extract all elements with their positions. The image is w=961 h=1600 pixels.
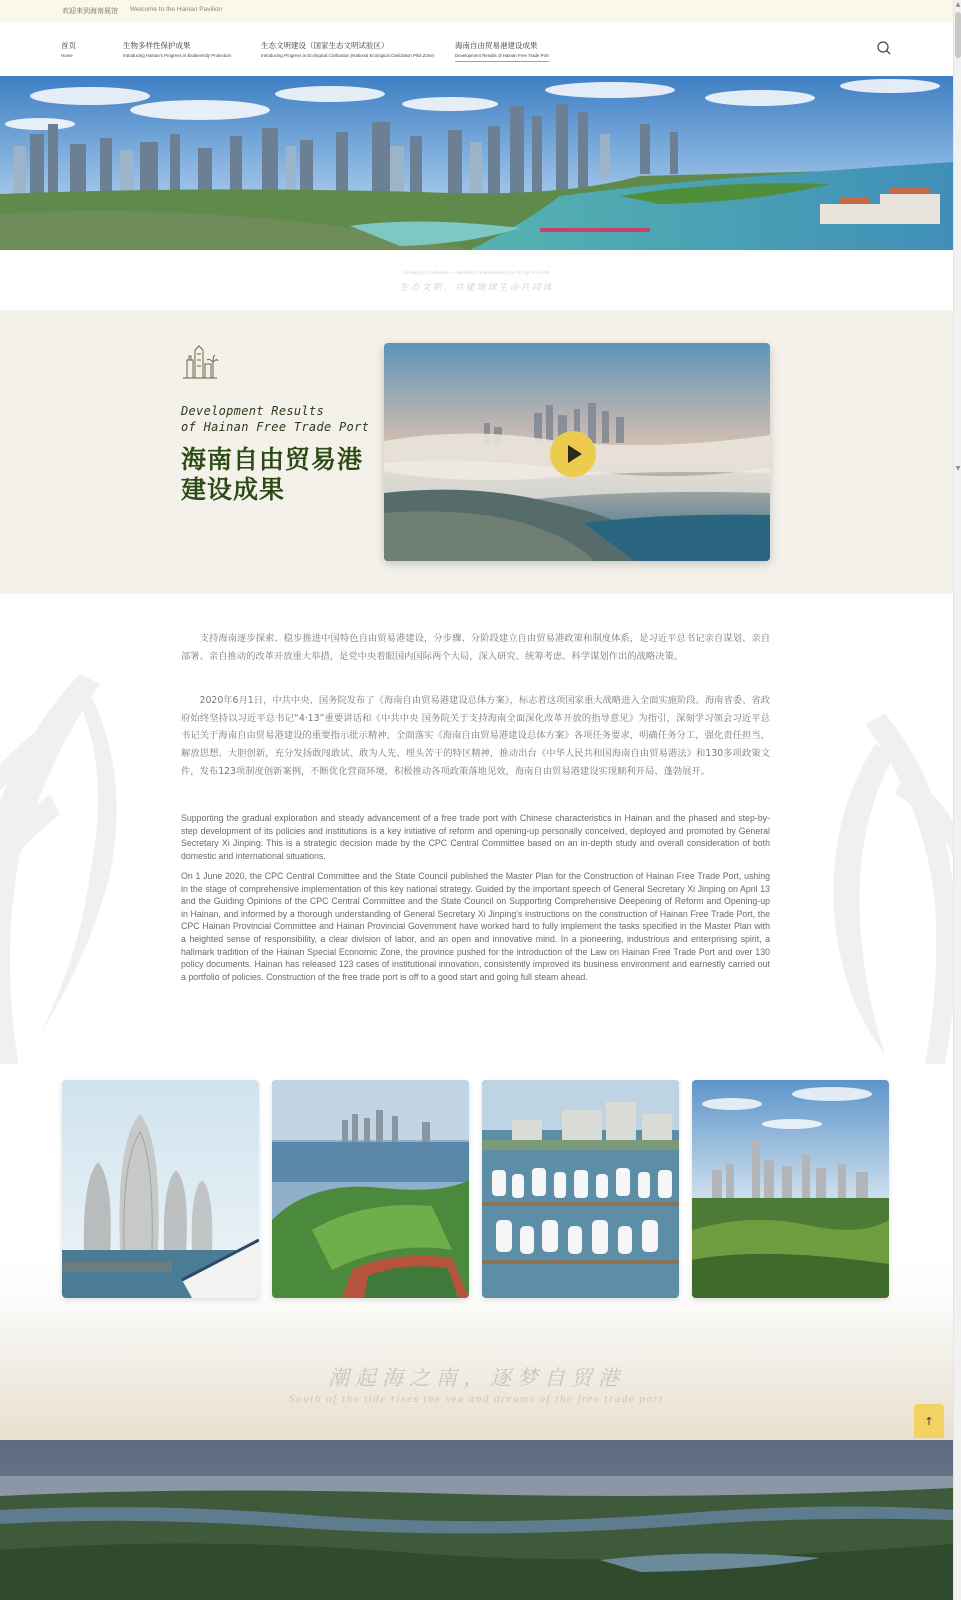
carousel-slide-seaside-park[interactable]: [272, 1080, 469, 1298]
palm-leaf-left-decoration: [0, 654, 150, 1064]
nav-item-ecological-civilization[interactable]: [261, 40, 434, 58]
carousel-slide-yacht-marina[interactable]: [482, 1080, 679, 1298]
feature-title-en-line2: of Hainan Free Trade Port: [181, 420, 370, 434]
tide-slogan-section: [0, 1320, 953, 1440]
search-icon[interactable]: [876, 40, 892, 56]
palm-leaf-right-decoration: [805, 704, 953, 1064]
nav-item-label-en: Introducing Hainan's Progress in Biodiversity Protection: [123, 53, 231, 58]
feature-title-cn-line1: 海南自由贸易港: [181, 445, 364, 474]
nav-item-label-cn: 生物多样性保护成果: [123, 41, 191, 50]
scroll-down-icon[interactable]: ▼: [955, 465, 961, 472]
hero-city-panorama: [0, 76, 953, 250]
feature-title-en-line1: Development Results: [181, 404, 324, 418]
nav-item-label-cn: 首页: [61, 41, 76, 50]
page-scrollbar[interactable]: [953, 0, 961, 1600]
back-to-top-button[interactable]: ↑: [914, 1404, 944, 1438]
tide-slogan-cn: 潮起海之南，逐梦自贸港: [328, 1366, 625, 1390]
carousel-slide-city-green[interactable]: [692, 1080, 889, 1298]
article-section: [0, 594, 953, 1064]
bottom-aerial-image: [0, 1440, 953, 1600]
welcome-text-cn: 欢迎来到海南展馆: [62, 7, 118, 15]
nav-item-home[interactable]: [61, 40, 76, 58]
nav-item-label-en: Introducing Progress in Ecological Civilization (National Ecological Civilization Pilot Zone): [261, 53, 435, 58]
feature-section: [0, 310, 953, 594]
tide-slogan-en: South of the tide rises the sea and dreams of the free trade port: [289, 1393, 664, 1405]
article-paragraph-cn-1: 支持海南逐步探索、稳步推进中国特色自由贸易港建设，分步骤、分阶段建立自由贸易港政策和制度体系，是习近平总书记亲自谋划、亲自部署、亲自推动的改革开放重大举措，是党中央着眼国内国际两个大局，深入研究、统筹考虑、科学谋划作出的战略决策。: [181, 633, 770, 662]
carousel-slide-phoenix-island[interactable]: [62, 1080, 259, 1298]
nav-item-biodiversity[interactable]: [123, 40, 231, 58]
top-welcome-bar: [0, 0, 953, 22]
main-nav: [0, 22, 953, 76]
hero-slogan-cn: 生态文明，共建地球生命共同体: [399, 283, 554, 293]
nav-item-label-en: Home: [61, 53, 73, 58]
nav-item-label-cn: 生态文明建设（国家生态文明试验区）: [261, 41, 389, 50]
landmark-building-icon: [181, 344, 219, 380]
nav-item-free-trade-port[interactable]: [455, 40, 549, 62]
hero-slogan: [0, 250, 953, 310]
play-icon[interactable]: [550, 431, 596, 477]
scroll-up-icon[interactable]: ▲: [955, 1, 961, 8]
article-paragraph-cn-2: 2020年6月1日，中共中央、国务院发布了《海南自由贸易港建设总体方案》，标志着这项国家重大战略进入全面实施阶段。海南省委、省政府始终坚持以习近平总书记“4·13”重要讲话和《中共中央 国务院关于支持海南全面深化改革开放的指导意见》为指引，深刻学习领会习近平总书记关于海南自由贸易港建设的重要指示批示精神，全面落实《海南自由贸易港建设总体方案》各项任务要求，明确任务分工，强化责任担当，解放思想、大胆创新，充分发扬敢闯敢试、敢为人先、埋头苦干的特区精神，推动出台《中华人民共和国海南自由贸易港法》和130多项政策文件，发布123项制度创新案例，不断优化营商环境，积极推动各项政策落地见效，海南自由贸易港建设实现顺利开局、蓬勃展开。: [181, 695, 770, 777]
hero-slogan-en: Ecological Civilization — Building a Shared Future for All Life on Earth: [403, 271, 550, 276]
article-paragraph-en-2: On 1 June 2020, the CPC Central Committee and the State Council published the Master Plan for the Construction of Hainan Free Trade Port, ushing in the stage of comprehensive implementation of this key national strategy. Guided by the important speech of General Secretary Xi Jinping on April 13 and the Guiding Opinions of the CPC Central Committee and the State Council on Supporting Comprehensive Deepening of Reform and Opening-up in Hainan, and informed by a thorough understanding of General Secretary Xi Jinping's instructions on the construction of Hainan Free Trade Port, the CPC Hainan Provincial Committee and Hainan Provincial Government have worked hard to fully implement the tasks specified in the Master Plan with a heighted sense of responsibility, a clear division of labor, and an open and innovative mind. In a pioneering, industrious and enterprising spirit, a hallmark tradition of the Hainan Special Economic Zone, the province pushed for the introduction of the Law on Hainan Free Trade Port and over 130 policy documents. Hainan has released 123 cases of institutional innovation, consistently improved its business environment and earnestly carried out a portfolio of policies. Construction of the free trade port is off to a good start and going full steam ahead.: [181, 871, 770, 982]
scrollbar-thumb[interactable]: [955, 12, 961, 58]
photo-carousel: [0, 1064, 953, 1344]
article-paragraph-en-1: Supporting the gradual exploration and steady advancement of a free trade port with Chinese characteristics in Hainan and the phased and step-by-step development of its policies and institutions is a key initiative of reform and opening-up personally conceived, deployed and promoted by General Secretary Xi Jinping. This is a strategic decision made by the CPC Central Committee based on an in-depth study and overall consideration of both domestic and international situations.: [181, 813, 770, 861]
nav-item-label-en: Development Results of Hainan Free Trade Port: [455, 53, 549, 58]
welcome-text-en: Welcome to the Hainan Pavilion: [130, 6, 223, 13]
feature-title-cn-line2: 建设成果: [181, 475, 286, 504]
nav-item-label-cn: 海南自由贸易港建设成果: [455, 41, 538, 50]
feature-video[interactable]: [384, 343, 770, 561]
